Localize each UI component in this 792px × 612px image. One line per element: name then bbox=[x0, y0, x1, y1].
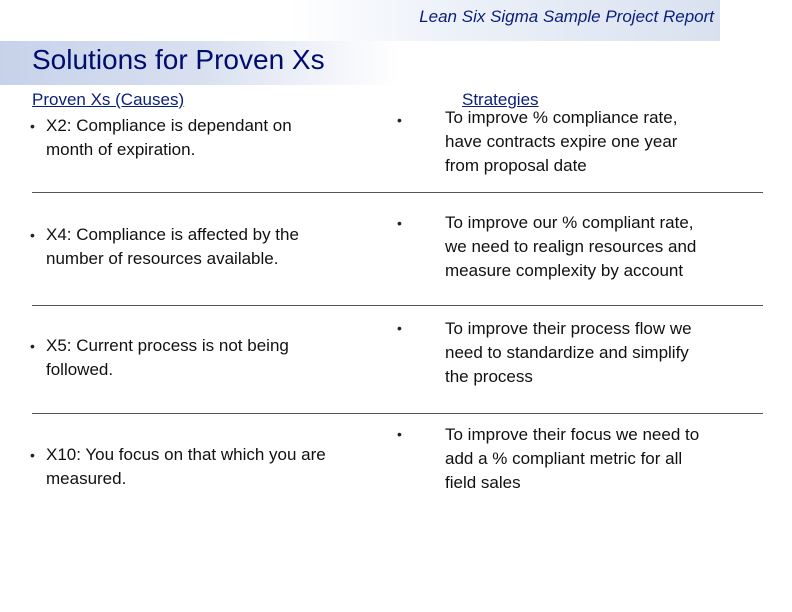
cause-text: X5: Current process is not being followed. bbox=[46, 336, 289, 379]
row-divider bbox=[32, 305, 763, 306]
cause-bullet: • bbox=[30, 118, 35, 134]
strategy-text: To improve our % compliant rate, we need to realign resources and measure complexity by account bbox=[445, 213, 697, 280]
page-title: Solutions for Proven Xs bbox=[32, 44, 325, 75]
causes-column-heading: Proven Xs (Causes) bbox=[32, 90, 185, 109]
report-title: Lean Six Sigma Sample Project Report bbox=[419, 7, 714, 26]
cause-text: X2: Compliance is dependant on month of expiration. bbox=[46, 116, 292, 159]
strategies-column-heading: Strategies bbox=[462, 90, 539, 109]
strategy-text: To improve their focus we need to add a % compliant metric for all field sales bbox=[445, 425, 700, 492]
cause-bullet: • bbox=[30, 338, 35, 354]
cause-bullet: • bbox=[30, 227, 35, 243]
strategy-bullet: • bbox=[397, 426, 402, 442]
strategy-bullet: • bbox=[397, 320, 402, 336]
cause-bullet: • bbox=[30, 447, 35, 463]
strategy-text: To improve % compliance rate, have contracts expire one year from proposal date bbox=[445, 108, 678, 175]
cause-text: X10: You focus on that which you are measured. bbox=[46, 445, 326, 488]
strategy-text: To improve their process flow we need to standardize and simplify the process bbox=[445, 319, 692, 386]
strategy-bullet: • bbox=[397, 215, 402, 231]
strategy-bullet: • bbox=[397, 112, 402, 128]
cause-text: X4: Compliance is affected by the number of resources available. bbox=[46, 225, 299, 268]
row-divider bbox=[32, 192, 763, 193]
row-divider bbox=[32, 413, 763, 414]
